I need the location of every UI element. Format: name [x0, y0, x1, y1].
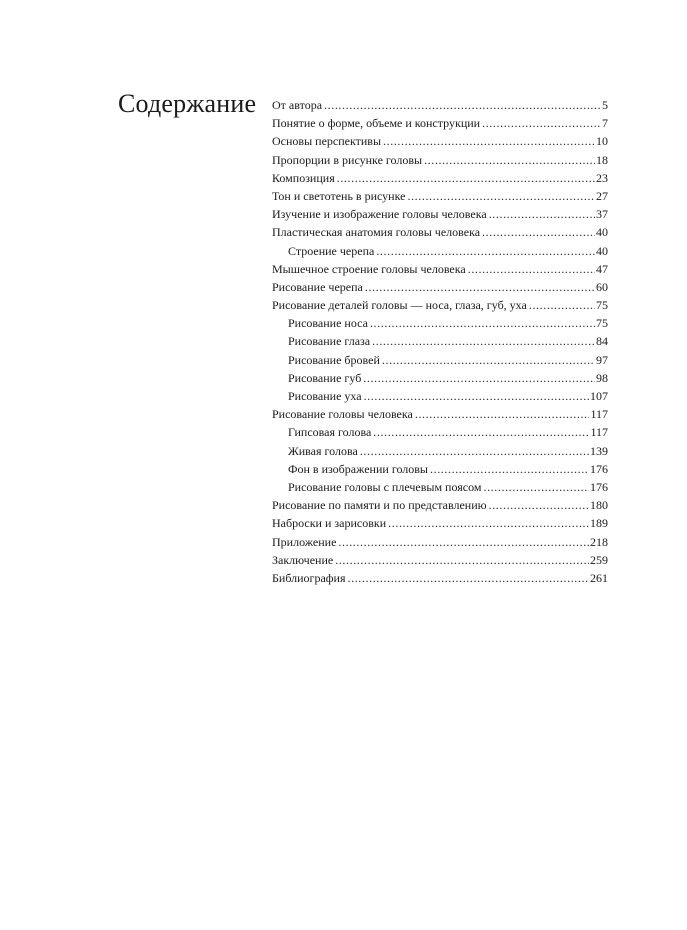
toc-entry-label: Мышечное строение головы человека: [272, 261, 466, 276]
toc-subentry[interactable]: [272, 387, 608, 405]
toc-entry-label: Рисование уха: [288, 389, 362, 403]
toc-entry[interactable]: [272, 151, 608, 169]
toc-entry-label: Гипсовая голова: [288, 425, 372, 440]
toc-subentry[interactable]: [272, 442, 608, 460]
dot-leader: [415, 405, 590, 423]
toc-page-number: 27: [596, 188, 608, 203]
toc-entry[interactable]: [272, 551, 608, 569]
toc-entry[interactable]: [272, 296, 608, 314]
toc-page-number: 47: [596, 261, 608, 276]
toc-page-number: 218: [590, 534, 608, 549]
toc-page-number: 98: [596, 370, 608, 385]
toc-entry-label: Рисование деталей головы — носа, глаза, губ, уха: [272, 298, 527, 313]
dot-leader: [489, 496, 589, 514]
dot-leader: [337, 169, 595, 187]
toc-page-number: 176: [590, 461, 608, 476]
toc-entry-label: Основы перспективы: [272, 134, 382, 149]
dot-leader: [372, 332, 595, 350]
toc-entry-label: Рисование черепа: [272, 279, 363, 294]
toc-entry-label: Строение черепа: [288, 243, 375, 258]
toc-subentry[interactable]: [272, 460, 608, 478]
dot-leader: [338, 533, 589, 551]
toc-entry[interactable]: [272, 496, 608, 514]
toc-page-number: 23: [596, 170, 608, 185]
toc-entry-label: Пластическая анатомия головы человека: [272, 225, 481, 240]
toc-page-number: 84: [596, 334, 608, 349]
toc-page-number: 259: [590, 552, 608, 567]
dot-leader: [483, 478, 589, 496]
toc-entry[interactable]: [272, 132, 608, 150]
toc-entry[interactable]: [272, 114, 608, 132]
dot-leader: [373, 423, 589, 441]
dot-leader: [370, 314, 595, 332]
toc-page-number: 189: [590, 516, 608, 531]
dot-leader: [348, 569, 590, 587]
toc-entry-label: Заключение: [272, 552, 334, 567]
dot-leader: [376, 242, 595, 260]
toc-subentry[interactable]: [272, 242, 608, 260]
dot-leader: [430, 460, 589, 478]
toc-entry-label: Рисование по памяти и по представлению: [272, 498, 487, 513]
toc-page-number: 107: [590, 389, 608, 403]
toc-page-number: 180: [590, 498, 608, 513]
dot-leader: [407, 187, 595, 205]
dot-leader: [383, 132, 595, 150]
toc-entry-label: Рисование бровей: [288, 352, 380, 367]
toc-entry-label: Приложение: [272, 534, 337, 549]
toc-entry-label: От автора: [272, 98, 323, 112]
toc-page-number: 60: [596, 279, 608, 294]
dot-leader: [335, 551, 589, 569]
toc-entry-label: Библиография: [272, 570, 346, 585]
table-of-contents: [272, 96, 608, 587]
toc-page-number: 117: [590, 425, 608, 440]
dot-leader: [468, 260, 595, 278]
toc-entry-label: Тон и светотень в рисунке: [272, 188, 406, 203]
toc-entry[interactable]: [272, 205, 608, 223]
toc-entry[interactable]: [272, 96, 608, 114]
toc-subentry[interactable]: [272, 314, 608, 332]
toc-page-number: 176: [590, 479, 608, 494]
dot-leader: [382, 351, 595, 369]
page-title: Содержание: [118, 89, 257, 118]
toc-page-number: 7: [602, 116, 608, 131]
dot-leader: [364, 387, 589, 405]
toc-entry[interactable]: [272, 187, 608, 205]
toc-entry-label: Рисование глаза: [288, 334, 371, 349]
toc-subentry[interactable]: [272, 423, 608, 441]
toc-page-number: 75: [596, 316, 608, 331]
dot-leader: [482, 114, 601, 132]
toc-page-number: 40: [596, 225, 608, 240]
toc-entry-label: Фон в изображении головы: [288, 461, 428, 476]
toc-page-number: 40: [596, 243, 608, 258]
toc-page-number: 261: [590, 570, 608, 585]
toc-entry[interactable]: [272, 223, 608, 241]
dot-leader: [360, 442, 589, 460]
toc-entry-label: Пропорции в рисунке головы: [272, 152, 423, 167]
dot-leader: [365, 278, 595, 296]
toc-entry-label: Изучение и изображение головы человека: [272, 207, 487, 222]
toc-page-number: 5: [602, 98, 608, 112]
toc-entry[interactable]: [272, 514, 608, 532]
toc-entry-label: Рисование головы человека: [272, 407, 413, 422]
toc-page-number: 37: [596, 207, 608, 222]
dot-leader: [363, 369, 595, 387]
toc-entry-label: Живая голова: [288, 443, 358, 458]
toc-page-number: 97: [596, 352, 608, 367]
toc-entry-label: Рисование головы с плечевым поясом: [288, 479, 482, 494]
toc-entry-label: Рисование губ: [288, 370, 362, 385]
toc-page-number: 117: [590, 407, 608, 422]
toc-entry-label: Рисование носа: [288, 316, 368, 331]
dot-leader: [388, 514, 589, 532]
toc-entry-label: Наброски и зарисовки: [272, 516, 387, 531]
toc-entry[interactable]: [272, 260, 608, 278]
toc-page-number: 10: [596, 134, 608, 149]
toc-subentry[interactable]: [272, 332, 608, 350]
dot-leader: [529, 296, 595, 314]
dot-leader: [489, 205, 595, 223]
toc-entry-label: Понятие о форме, объеме и конструкции: [272, 116, 481, 131]
toc-entry[interactable]: [272, 569, 608, 587]
toc-page-number: 139: [590, 443, 608, 458]
toc-subentry[interactable]: [272, 351, 608, 369]
toc-page-number: 18: [596, 152, 608, 167]
toc-entry[interactable]: [272, 405, 608, 423]
toc-entry[interactable]: [272, 533, 608, 551]
dot-leader: [324, 96, 601, 114]
toc-entry[interactable]: [272, 278, 608, 296]
toc-entry[interactable]: [272, 169, 608, 187]
toc-entry-label: Композиция: [272, 170, 335, 185]
dot-leader: [482, 223, 595, 241]
dot-leader: [424, 151, 595, 169]
toc-subentry[interactable]: [272, 478, 608, 496]
toc-page-number: 75: [596, 298, 608, 313]
toc-subentry[interactable]: [272, 369, 608, 387]
